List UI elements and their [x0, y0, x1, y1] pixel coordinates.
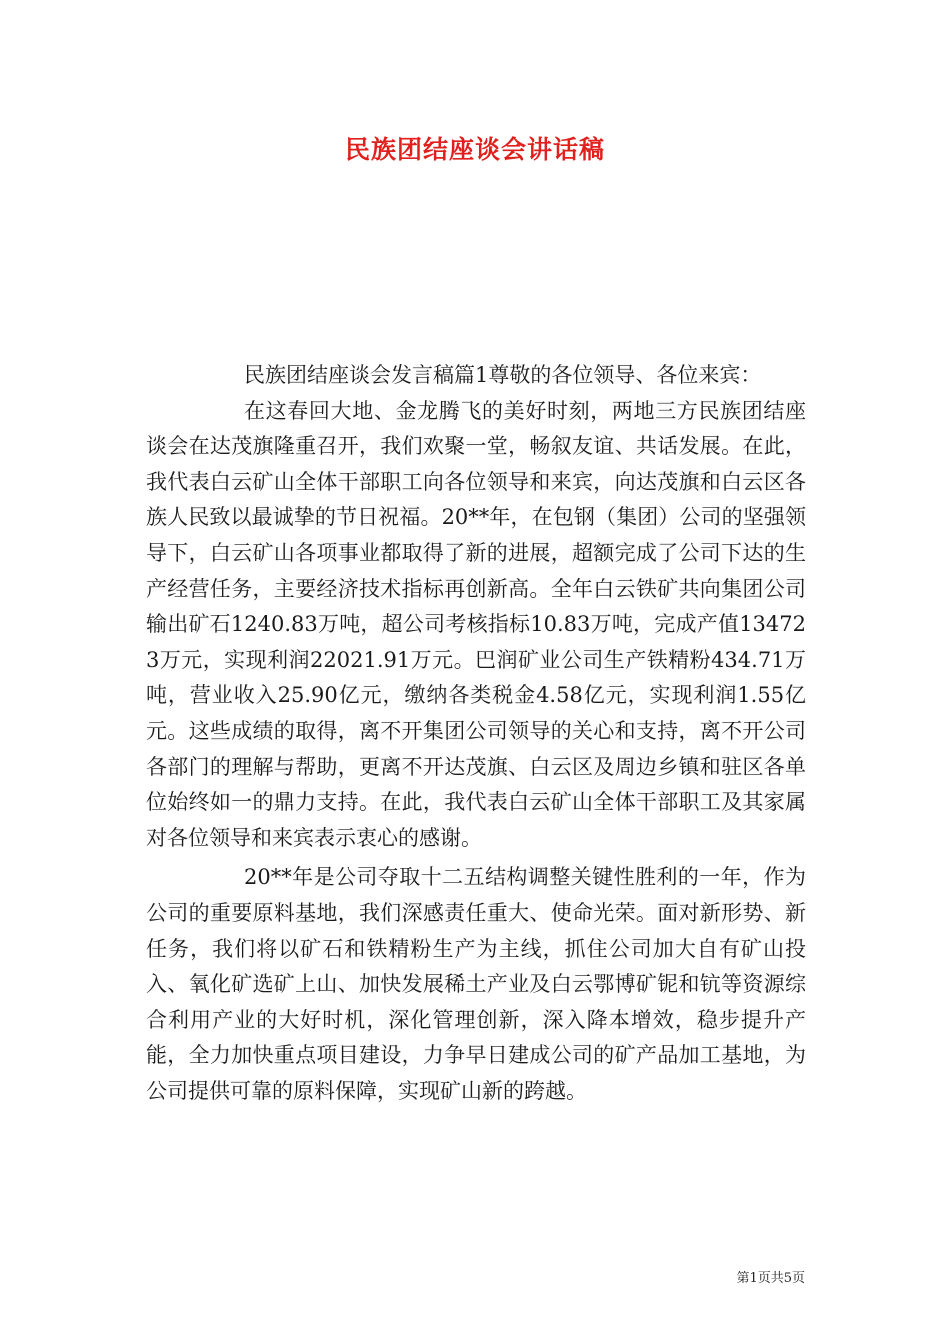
- document-title: 民族团结座谈会讲话稿: [344, 135, 605, 164]
- body-paragraph-2: 20**年是公司夺取十二五结构调整关键性胜利的一年，作为公司的重要原料基地，我们深感责任重大、使命光荣。面对新形势、新任务，我们将以矿石和铁精粉生产为主线，抓住公司加大自有矿山投入、氧化矿选矿上山、加快发展稀土产业及白云鄂博矿铌和钪等资源综合利用产业的大好时机，深化管理创新，深入降本增效，稳步提升产能，全力加快重点项目建设，力争早日建成公司的矿产品加工基地，为公司提供可靠的原料保障，实现矿山新的跨越。: [146, 865, 806, 1103]
- body-paragraph-1: 在这春回大地、金龙腾飞的美好时刻，两地三方民族团结座谈会在达茂旗隆重召开，我们欢聚一堂，畅叙友谊、共话发展。在此，我代表白云矿山全体干部职工向各位领导和来宾，向达茂旗和白云区各族人民致以最诚挚的节日祝福。20**年，在包钢（集团）公司的坚强领导下，白云矿山各项事业都取得了新的进展，超额完成了公司下达的生产经营任务，主要经济技术指标再创新高。全年白云铁矿共向集团公司输出矿石1240.83万吨，超公司考核指标10.83万吨，完成产值134723万元，实现利润22021.91万元。巴润矿业公司生产铁精粉434.71万吨，营业收入25.90亿元，缴纳各类税金4.58亿元，实现利润1.55亿元。这些成绩的取得，离不开集团公司领导的关心和支持，离不开公司各部门的理解与帮助，更离不开达茂旗、白云区及周边乡镇和驻区各单位始终如一的鼎力支持。在此，我代表白云矿山全体干部职工及其家属对各位领导和来宾表示衷心的感谢。: [146, 398, 806, 850]
- page-number: 第1页共5页: [736, 1271, 805, 1286]
- salutation-paragraph: 民族团结座谈会发言稿篇1尊敬的各位领导、各位来宾：: [244, 363, 762, 387]
- document-body: [146, 358, 806, 1109]
